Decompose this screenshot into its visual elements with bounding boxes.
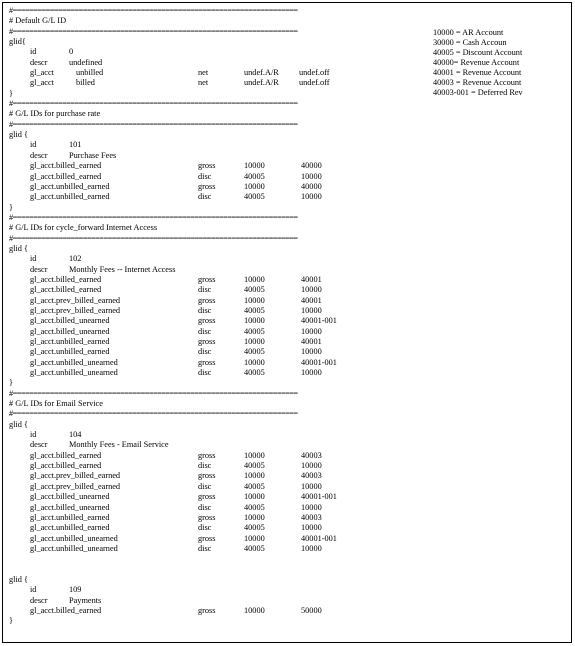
section-comment: # G/L IDs for cycle_forward Internet Access bbox=[9, 223, 158, 233]
gl-acct-credit: 10000 bbox=[301, 192, 322, 202]
gl-acct-row bbox=[9, 368, 409, 378]
field-key: descr bbox=[30, 150, 48, 160]
gl-acct-mode: gross bbox=[198, 161, 216, 171]
field-row bbox=[9, 596, 409, 606]
gl-acct-mode: gross bbox=[198, 357, 216, 367]
code-line: glid { bbox=[9, 130, 28, 140]
gl-acct-credit: 10000 bbox=[301, 326, 322, 336]
field-value: 0 bbox=[69, 47, 74, 57]
gl-acct-debit: 10000 bbox=[244, 492, 265, 502]
gl-acct-mode: gross bbox=[198, 533, 216, 543]
gl-acct-mode: disc bbox=[198, 326, 212, 336]
field-value: 104 bbox=[69, 430, 82, 440]
gl-acct-row bbox=[9, 78, 409, 88]
gl-acct-credit: 10000 bbox=[301, 543, 322, 553]
gl-acct-type: billed bbox=[76, 78, 95, 88]
gl-acct-debit: 40005 bbox=[244, 368, 265, 378]
account-legend bbox=[433, 28, 571, 98]
legend-entry: 40005 = Discount Account bbox=[433, 48, 523, 57]
gl-acct-credit: undef.off bbox=[299, 78, 330, 88]
gl-acct-mode: disc bbox=[198, 192, 212, 202]
field-key: id bbox=[30, 430, 37, 440]
field-key: descr bbox=[30, 57, 48, 67]
field-value: Monthly Fees -- Internet Access bbox=[69, 264, 176, 274]
legend-entry: 40003-001 = Deferred Rev bbox=[433, 88, 523, 97]
gl-acct-credit: 10000 bbox=[301, 461, 322, 471]
gl-acct-debit: 10000 bbox=[244, 357, 265, 367]
field-value: Purchase Fees bbox=[69, 150, 117, 160]
gl-acct-mode: net bbox=[198, 78, 209, 88]
section-comment: # G/L IDs for purchase rate bbox=[9, 109, 101, 119]
code-line: glid{ bbox=[9, 37, 26, 47]
gl-acct-debit: 10000 bbox=[244, 161, 265, 171]
code-line: } bbox=[9, 616, 13, 626]
blank-line bbox=[9, 554, 409, 564]
gl-acct-key: gl_acct.unbilled_earned bbox=[30, 192, 110, 202]
legend-entry: 40000= Revenue Account bbox=[433, 58, 520, 67]
gl-acct-debit: 40005 bbox=[244, 461, 265, 471]
section-comment: # G/L IDs for Email Service bbox=[9, 399, 103, 409]
gl-acct-credit: 40001-001 bbox=[301, 357, 337, 367]
blank-line bbox=[9, 565, 409, 575]
gl-acct-credit: 10000 bbox=[301, 523, 322, 533]
gl-acct-credit: 40001-001 bbox=[301, 316, 337, 326]
gl-acct-row bbox=[9, 492, 409, 502]
gl-acct-row bbox=[9, 451, 409, 461]
gl-acct-debit: 40005 bbox=[244, 523, 265, 533]
gl-acct-mode: gross bbox=[198, 512, 216, 522]
gl-acct-credit: 40001 bbox=[301, 295, 322, 305]
gl-acct-key: gl_acct.unbilled_unearned bbox=[30, 533, 118, 543]
gl-acct-mode: gross bbox=[198, 316, 216, 326]
gl-acct-credit: 40001-001 bbox=[301, 533, 337, 543]
gl-acct-credit: 10000 bbox=[301, 502, 322, 512]
gl-acct-row bbox=[9, 192, 409, 202]
gl-acct-key: gl_acct.unbilled_earned bbox=[30, 523, 110, 533]
gl-acct-key: gl_acct.prev_billed_earned bbox=[30, 295, 121, 305]
field-key: id bbox=[30, 140, 37, 150]
code-line: } bbox=[9, 378, 13, 388]
gl-acct-mode: gross bbox=[198, 492, 216, 502]
separator-rule: #===================================================================== bbox=[9, 119, 298, 129]
gl-acct-debit: 10000 bbox=[244, 274, 265, 284]
gl-acct-mode: gross bbox=[198, 450, 216, 460]
gl-acct-debit: 10000 bbox=[244, 295, 265, 305]
gl-acct-key: gl_acct bbox=[30, 78, 54, 88]
gl-acct-row bbox=[9, 503, 409, 513]
gl-acct-row bbox=[9, 285, 409, 295]
field-row bbox=[9, 140, 409, 150]
gl-acct-debit: 10000 bbox=[244, 450, 265, 460]
gl-acct-debit: 10000 bbox=[244, 512, 265, 522]
separator-rule: #===================================================================== bbox=[9, 6, 298, 15]
field-key: descr bbox=[30, 440, 48, 450]
field-value: Monthly Fees - Email Service bbox=[69, 440, 169, 450]
separator-rule: #===================================================================== bbox=[9, 26, 298, 36]
gl-acct-row bbox=[9, 606, 409, 616]
gl-acct-key: gl_acct.billed_unearned bbox=[30, 492, 110, 502]
gl-acct-key: gl_acct.billed_unearned bbox=[30, 326, 110, 336]
gl-acct-credit: 10000 bbox=[301, 285, 322, 295]
field-row bbox=[9, 585, 409, 595]
gl-id-config-listing bbox=[9, 6, 409, 627]
gl-acct-mode: gross bbox=[198, 471, 216, 481]
gl-acct-key: gl_acct.prev_billed_earned bbox=[30, 481, 121, 491]
gl-acct-credit: 50000 bbox=[301, 605, 322, 615]
gl-acct-credit: undef.off bbox=[299, 68, 330, 78]
gl-acct-key: gl_acct.billed_earned bbox=[30, 605, 102, 615]
gl-acct-mode: disc bbox=[198, 543, 212, 553]
gl-acct-row bbox=[9, 161, 409, 171]
gl-acct-row bbox=[9, 327, 409, 337]
gl-acct-row bbox=[9, 316, 409, 326]
gl-acct-row bbox=[9, 172, 409, 182]
legend-entry: 40003 = Revenue Account bbox=[433, 78, 522, 87]
gl-acct-credit: 40003 bbox=[301, 471, 322, 481]
gl-acct-debit: 40005 bbox=[244, 347, 265, 357]
gl-acct-credit: 40003 bbox=[301, 512, 322, 522]
code-line: glid { bbox=[9, 419, 28, 429]
gl-acct-debit: 10000 bbox=[244, 471, 265, 481]
gl-acct-mode: gross bbox=[198, 181, 216, 191]
gl-acct-credit: 10000 bbox=[301, 368, 322, 378]
gl-acct-mode: disc bbox=[198, 502, 212, 512]
gl-acct-mode: disc bbox=[198, 347, 212, 357]
gl-acct-key: gl_acct.unbilled_earned bbox=[30, 347, 110, 357]
gl-acct-key: gl_acct.prev_billed_earned bbox=[30, 471, 121, 481]
gl-acct-row bbox=[9, 296, 409, 306]
gl-acct-key: gl_acct.billed_unearned bbox=[30, 316, 110, 326]
gl-acct-key: gl_acct.billed_earned bbox=[30, 450, 102, 460]
gl-acct-mode: disc bbox=[198, 305, 212, 315]
gl-acct-key: gl_acct bbox=[30, 68, 54, 78]
gl-acct-credit: 10000 bbox=[301, 347, 322, 357]
gl-acct-row bbox=[9, 461, 409, 471]
gl-acct-credit: 40003 bbox=[301, 450, 322, 460]
field-row bbox=[9, 265, 409, 275]
gl-acct-key: gl_acct.unbilled_unearned bbox=[30, 368, 118, 378]
code-line: glid { bbox=[9, 243, 28, 253]
field-key: id bbox=[30, 254, 37, 264]
separator-rule: #===================================================================== bbox=[9, 233, 298, 243]
gl-acct-row bbox=[9, 306, 409, 316]
legend-entry: 10000 = AR Account bbox=[433, 28, 504, 37]
field-key: descr bbox=[30, 264, 48, 274]
separator-rule: #===================================================================== bbox=[9, 99, 298, 109]
gl-acct-key: gl_acct.billed_earned bbox=[30, 285, 102, 295]
gl-acct-credit: 10000 bbox=[301, 171, 322, 181]
gl-acct-row bbox=[9, 482, 409, 492]
gl-acct-credit: 40001 bbox=[301, 274, 322, 284]
gl-acct-credit: 40001 bbox=[301, 337, 322, 346]
gl-acct-row bbox=[9, 68, 409, 78]
gl-acct-row bbox=[9, 513, 409, 523]
separator-rule: #===================================================================== bbox=[9, 409, 298, 419]
gl-acct-key: gl_acct.billed_unearned bbox=[30, 502, 110, 512]
gl-acct-debit: undef.A/R bbox=[244, 78, 279, 88]
gl-acct-row bbox=[9, 544, 409, 554]
gl-acct-mode: net bbox=[198, 68, 209, 78]
field-key: id bbox=[30, 47, 37, 57]
gl-acct-mode: disc bbox=[198, 368, 212, 378]
gl-acct-type: unbilled bbox=[76, 68, 104, 78]
gl-acct-debit: 10000 bbox=[244, 605, 265, 615]
gl-acct-row bbox=[9, 347, 409, 357]
section-comment: # Default G/L ID bbox=[9, 16, 67, 26]
gl-acct-mode: gross bbox=[198, 295, 216, 305]
gl-acct-credit: 40001-001 bbox=[301, 492, 337, 502]
gl-acct-key: gl_acct.unbilled_earned bbox=[30, 337, 110, 346]
gl-acct-mode: disc bbox=[198, 285, 212, 295]
gl-acct-debit: 40005 bbox=[244, 502, 265, 512]
field-value: 109 bbox=[69, 585, 82, 595]
gl-acct-key: gl_acct.unbilled_unearned bbox=[30, 543, 118, 553]
gl-acct-credit: 10000 bbox=[301, 481, 322, 491]
gl-acct-credit: 40000 bbox=[301, 161, 322, 171]
field-key: descr bbox=[30, 595, 48, 605]
gl-acct-mode: disc bbox=[198, 481, 212, 491]
gl-acct-credit: 40000 bbox=[301, 181, 322, 191]
field-value: Payments bbox=[69, 595, 102, 605]
gl-acct-key: gl_acct.billed_earned bbox=[30, 161, 102, 171]
legend-entry: 30000 = Cash Accoun bbox=[433, 38, 507, 47]
gl-acct-row bbox=[9, 358, 409, 368]
gl-acct-mode: gross bbox=[198, 274, 216, 284]
gl-acct-mode: disc bbox=[198, 523, 212, 533]
gl-acct-key: gl_acct.unbilled_earned bbox=[30, 512, 110, 522]
gl-acct-debit: undef.A/R bbox=[244, 68, 279, 78]
gl-acct-row bbox=[9, 337, 409, 347]
field-row bbox=[9, 47, 409, 57]
gl-acct-key: gl_acct.unbilled_earned bbox=[30, 181, 110, 191]
legend-entry: 40001 = Revenue Account bbox=[433, 68, 522, 77]
field-value: undefined bbox=[69, 57, 103, 67]
field-row bbox=[9, 58, 409, 68]
code-line: } bbox=[9, 202, 13, 212]
gl-acct-debit: 40005 bbox=[244, 305, 265, 315]
gl-acct-key: gl_acct.billed_earned bbox=[30, 461, 102, 471]
gl-acct-debit: 40005 bbox=[244, 481, 265, 491]
gl-acct-debit: 10000 bbox=[244, 181, 265, 191]
gl-acct-credit: 10000 bbox=[301, 305, 322, 315]
gl-acct-row bbox=[9, 534, 409, 544]
code-line: } bbox=[9, 88, 13, 98]
gl-acct-row bbox=[9, 471, 409, 481]
field-value: 102 bbox=[69, 254, 82, 264]
gl-acct-row bbox=[9, 523, 409, 533]
gl-acct-key: gl_acct.billed_earned bbox=[30, 171, 102, 181]
gl-acct-mode: gross bbox=[198, 337, 216, 346]
gl-acct-mode: disc bbox=[198, 171, 212, 181]
field-row bbox=[9, 430, 409, 440]
field-row bbox=[9, 151, 409, 161]
separator-rule: #===================================================================== bbox=[9, 388, 298, 398]
gl-acct-debit: 40005 bbox=[244, 326, 265, 336]
gl-acct-debit: 40005 bbox=[244, 285, 265, 295]
gl-acct-debit: 10000 bbox=[244, 316, 265, 326]
field-row bbox=[9, 440, 409, 450]
gl-acct-row bbox=[9, 275, 409, 285]
gl-acct-debit: 10000 bbox=[244, 337, 265, 346]
field-row bbox=[9, 254, 409, 264]
gl-acct-row bbox=[9, 182, 409, 192]
gl-acct-key: gl_acct.unbilled_unearned bbox=[30, 357, 118, 367]
gl-acct-key: gl_acct.prev_billed_earned bbox=[30, 305, 121, 315]
separator-rule: #===================================================================== bbox=[9, 212, 298, 222]
gl-acct-mode: gross bbox=[198, 605, 216, 615]
code-line: glid { bbox=[9, 574, 28, 584]
gl-acct-debit: 40005 bbox=[244, 171, 265, 181]
gl-acct-debit: 10000 bbox=[244, 533, 265, 543]
gl-acct-debit: 40005 bbox=[244, 543, 265, 553]
field-key: id bbox=[30, 585, 37, 595]
gl-acct-mode: disc bbox=[198, 461, 212, 471]
gl-acct-debit: 40005 bbox=[244, 192, 265, 202]
gl-acct-key: gl_acct.billed_earned bbox=[30, 274, 102, 284]
field-value: 101 bbox=[69, 140, 82, 150]
